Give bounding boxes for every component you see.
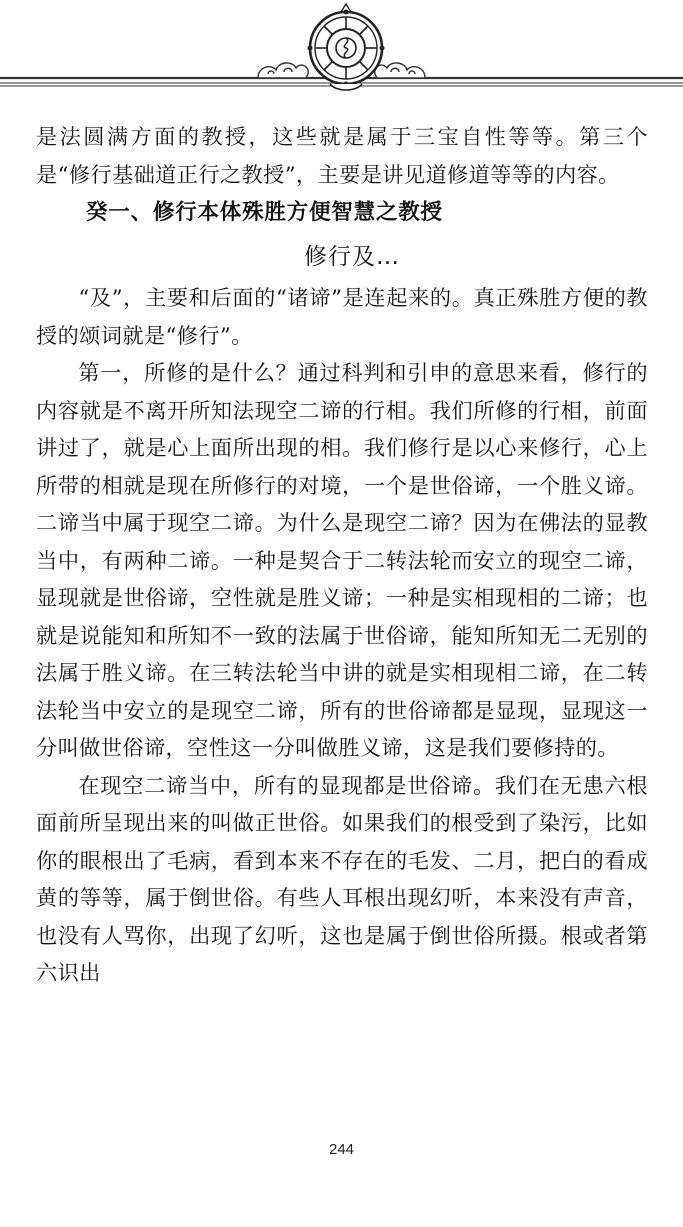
header-ornament bbox=[0, 0, 683, 100]
left-cloud-ornament bbox=[258, 63, 308, 78]
page-number: 244 bbox=[328, 1141, 355, 1158]
paragraph-1: 是法圆满方面的教授，这些就是属于三宝自性等等。第三个是“修行基础道正行之教授”，主要是讲见道修道等等的内容。 bbox=[36, 124, 648, 187]
section-heading: 癸一、修行本体殊胜方便智慧之教授 bbox=[86, 200, 443, 225]
right-cloud-ornament bbox=[375, 63, 425, 78]
paragraph-2: “及”，主要和后面的“诸谛”是连起来的。真正殊胜方便的教授的颂词就是“修行”。 bbox=[36, 285, 648, 348]
page-header bbox=[0, 0, 683, 100]
paragraph-4: 在现空二谛当中，所有的显现都是世俗谛。我们在无患六根面前所呈现出来的叫做正世俗。如果我们的根受到了染污，比如你的眼根出了毛病，看到本来不存在的毛发、二月，把白的看成黄的等等，属于倒世俗。有些人耳根出现幻听，本来没有声音，也没有人骂你，出现了幻听，这也是属于倒世俗所摄。根或者第六识出 bbox=[36, 772, 648, 985]
verse-line: 修行及… bbox=[304, 244, 400, 270]
paragraph-3: 第一，所修的是什么？通过科判和引申的意思来看，修行的内容就是不离开所知法现空二谛的行相。我们所修的行相，前面讲过了，就是心上面所出现的相。我们修行是以心来修行，心上所带的相就是现在所修行的对境，一个是世俗谛，一个胜义谛。二谛当中属于现空二谛。为什么是现空二谛？因为在佛法的显教当中，有两种二谛。一种是契合于二转法轮而安立的现空二谛，显现就是世俗谛，空性就是胜义谛；一种是实相现相的二谛；也就是说能知和所知不一致的法属于世俗谛，能知所知无二无别的法属于胜义谛。在三转法轮当中讲的就是实相现相二谛，在二转法轮当中安立的是现空二谛，所有的世俗谛都是显现，显现这一分叫做世俗谛，空性这一分叫做胜义谛，这是我们要修持的。 bbox=[36, 360, 648, 760]
page-body bbox=[36, 118, 648, 992]
